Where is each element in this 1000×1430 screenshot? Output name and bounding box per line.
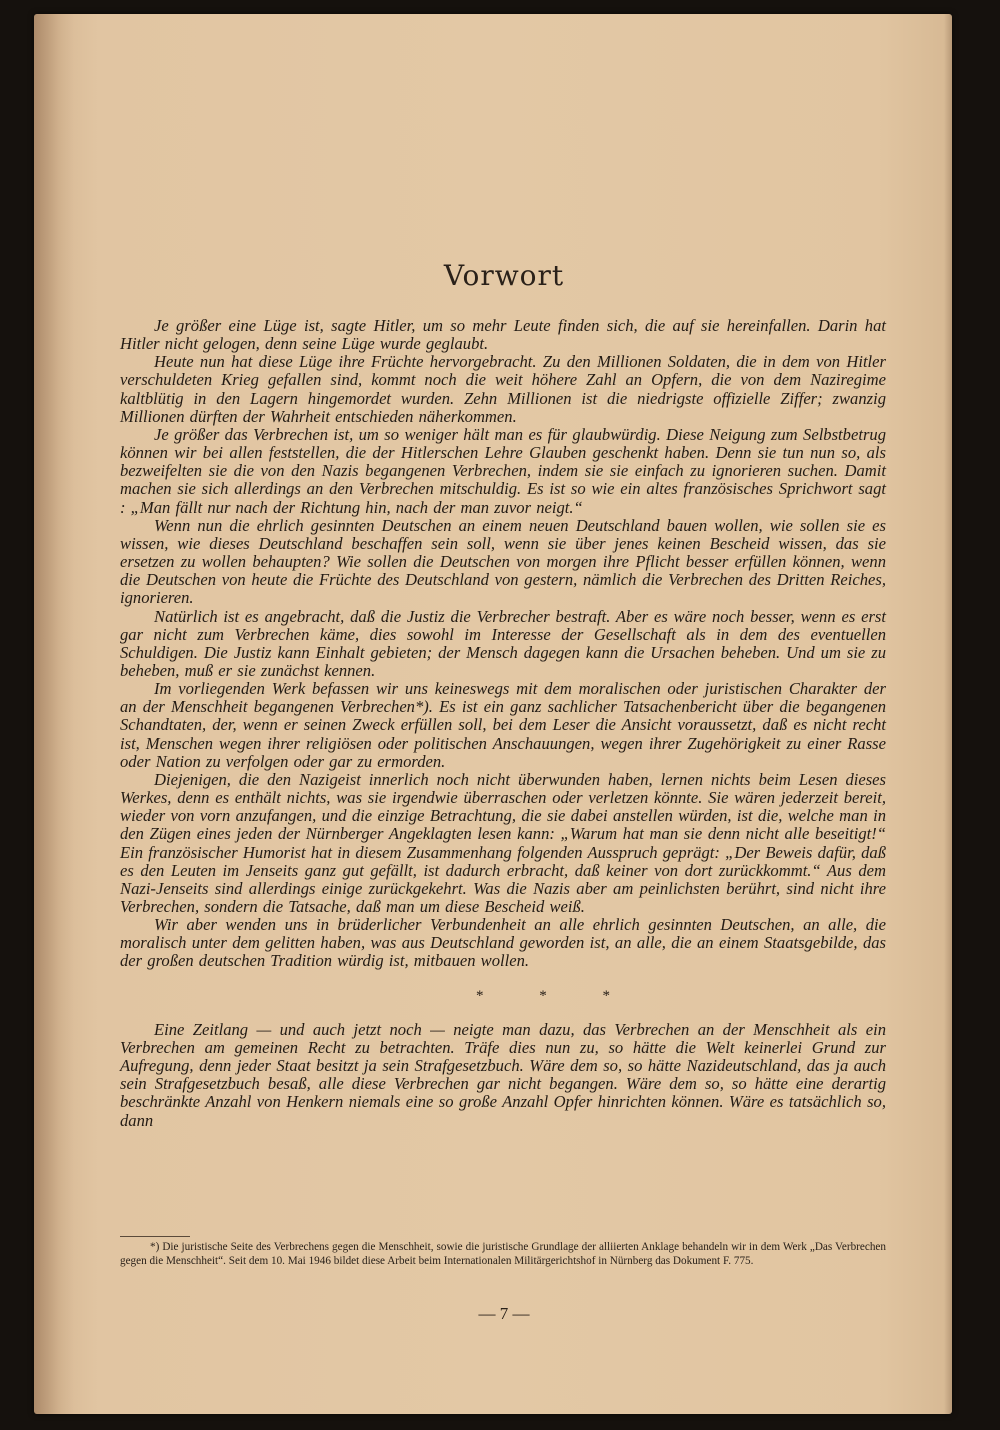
page-number: — 7 — xyxy=(478,1304,530,1323)
paragraph-2: Heute nun hat diese Lüge ihre Früchte hervorgebracht. Zu den Millionen Soldaten, die in dem von Hitler verschuldeten Krieg gefallen sind, kommt noch die weit höhere Zahl an Opfern, die von dem Naziregime kaltblütig in den Lagern hingemordet wurden. Zehn Millionen ist die niedrigste offizielle Ziffer; zwanzig Millionen dürften der Wahrheit entschieden näherkommen. xyxy=(120,352,886,426)
paragraph-8: Wir aber wenden uns in brüderlicher Verbundenheit an alle ehrlich gesinnten Deutschen, an alle, die moralisch unter dem gelitten haben, was aus Deutschland geworden ist, an alle, die an einem Staatsgebilde, das der großen deutschen Tradition würdig ist, mitbauen wollen. xyxy=(120,915,886,971)
body-text xyxy=(120,317,886,1130)
page-edge-shadow xyxy=(944,14,952,1414)
book-page xyxy=(34,14,952,1414)
footnote-divider xyxy=(120,1236,190,1237)
paragraph-5: Natürlich ist es angebracht, daß die Justiz die Verbrecher bestraft. Aber es wäre noch besser, wenn es erst gar nicht zum Verbrechen käme, dies sowohl im Interesse der Gesellschaft als in dem des eventuellen Schuldigen. Die Justiz kann Einhalt gebieten; der Mensch dagegen kann die Ursachen beheben. Und um sie zu beheben, muß er sie zunächst kennen. xyxy=(120,606,886,680)
footnote: *) Die juristische Seite des Verbrechens gegen die Menschheit, sowie die juristische Grundlage der alliierten Anklage behandeln wir in dem Werk „Das Verbrechen gegen die Menschheit“. Seit dem 10. Mai 1946 bildet diese Arbeit beim Internationalen Militärgerichtshof in Nürnberg das Dokument F. 775. xyxy=(120,1241,886,1267)
page-spine-shadow xyxy=(34,14,74,1414)
paragraph-6: Im vorliegenden Werk befassen wir uns keineswegs mit dem moralischen oder juristischen Charakter der an der Menschheit begangenen Verbrechen*). Es ist ein ganz sachlicher Tatsachenbericht über die begangenen Schandtaten, der, wenn er seinen Zweck erfüllen soll, bei dem Leser die Ansicht voraussetzt, daß es nicht recht ist, Menschen wegen ihrer religiösen oder politischen Anschauungen, wegen ihrer Zugehörigkeit zu einer Rasse oder Nation zu verfolgen oder gar zu ermorden. xyxy=(120,679,886,771)
paragraph-1: Je größer eine Lüge ist, sagte Hitler, um so mehr Leute finden sich, die auf sie hereinfallen. Darin hat Hitler nicht gelogen, denn seine Lüge wurde geglaubt. xyxy=(120,316,886,354)
paragraph-3: Je größer das Verbrechen ist, um so weniger hält man es für glaubwürdig. Diese Neigung zum Selbstbetrug können wir bei allen feststellen, die der Hitlerschen Lehre Glauben geschenkt haben. Denn sie tun nun so, als bezweifelten sie die von den Nazis begangenen Verbrechen, indem sie sie einfach zu ignorieren suchen. Damit machen sie sich allerdings an den Verbrechen mitschuldig. Es ist so wie ein altes französisches Sprichwort sagt : „Man fällt nur nach der Richtung hin, nach der man zuvor neigt.“ xyxy=(120,424,886,517)
paragraph-7: Diejenigen, die den Nazigeist innerlich noch nicht überwunden haben, lernen nichts beim Lesen dieses Werkes, denn es enthält nichts, was sie irgendwie überraschen oder verletzen könnte. Sie wären jederzeit bereit, wieder von vorn anzufangen, und die einzige Betrachtung, die sie dabei anstellen würden, ist die, welche man in den Zügen eines jeden der Nürnberger Angeklagten lesen kann: „Warum hat man sie denn nicht alle beseitigt!“ Ein französischer Humorist hat in diesem Zusammenhang folgenden Ausspruch geprägt: „Der Beweis dafür, daß es den Leuten im Jenseits ganz gut gefällt, ist dadurch erbracht, daß keiner von dort zurückkommt.“ Aus dem Nazi-Jenseits sind allerdings einige zurückgekehrt. Was die Nazis aber am peinlichsten berührt, sind nicht ihre Verbrechen, sondern die Tatsache, daß man um diese Bescheid weiß. xyxy=(120,769,886,916)
paragraph-4: Wenn nun die ehrlich gesinnten Deutschen an einem neuen Deutschland bauen wollen, wie sollen sie es wissen, wie dieses Deutschland beschaffen sein soll, wenn sie über jenes keinen Bescheid wissen, das sie ersetzen zu wollen behaupten? Wie sollen die Deutschen von morgen ihre Pflicht besser erfüllen können, wenn die Deutschen von heute die Früchte des Deutschland von gestern, nämlich die Verbrechen des Dritten Reiches, ignorieren. xyxy=(120,515,886,608)
paragraph-9: Eine Zeitlang — und auch jetzt noch — neigte man dazu, das Verbrechen an der Menschheit als ein Verbrechen am gemeinen Recht zu betrachten. Träfe dies nun zu, so hätte die Welt keinerlei Grund zur Aufregung, denn jeder Staat besitzt ja sein Strafgesetzbuch. Wäre dem so, so hätte Nazideutschland, das ja auch sein Strafgesetzbuch besaß, alle diese Verbrechen gar nicht begangen. Wäre dem so, so hätte eine derartig beschränkte Anzahl von Henkern niemals eine so große Anzahl Opfer hinrichten können. Wäre es tatsächlich so, dann xyxy=(120,1019,886,1130)
page-title: Vorwort xyxy=(443,259,565,292)
section-separator: * * * xyxy=(476,987,610,1004)
